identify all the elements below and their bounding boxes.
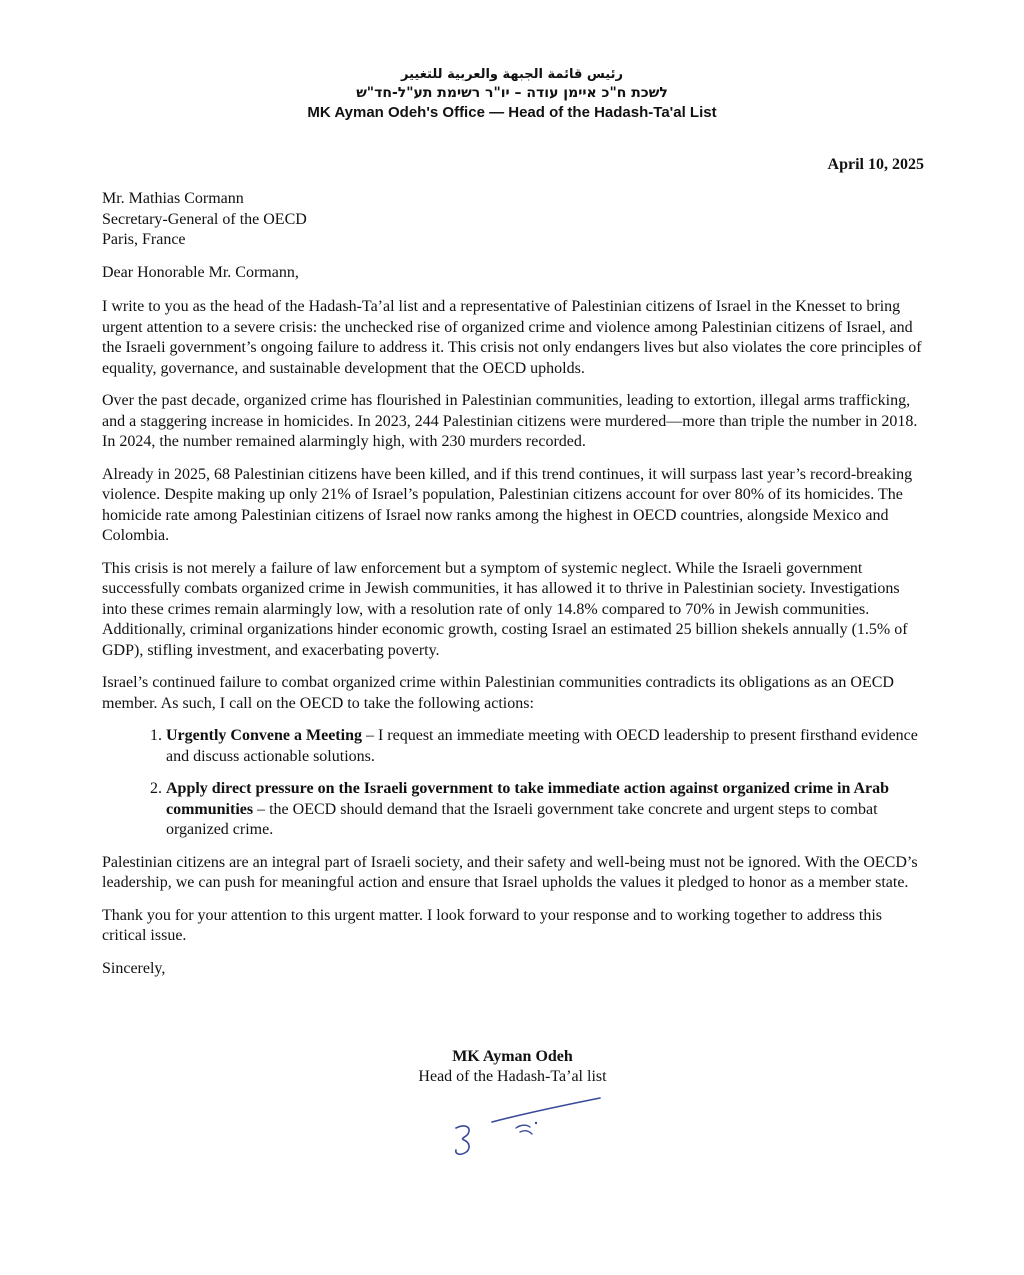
action-heading: Apply direct pressure on the Israeli government to take immediate action against organized crime in Arab communities xyxy=(166,780,890,818)
signature-stroke xyxy=(456,1126,469,1154)
recipient-address xyxy=(102,189,928,251)
action-text: – I request an immediate meeting with OECD leadership to present firsthand evidence and discuss actionable solutions. xyxy=(166,727,918,765)
signature-stroke xyxy=(516,1125,532,1134)
paragraph: This crisis is not merely a failure of law enforcement but a symptom of systemic neglect. While the Israeli government successfully combats organized crime in Jewish communities, it has allowed it to thrive in Palestinian society. Investigations into these crimes remain alarmingly low, with a resolution rate of only 14.8% compared to 70% in Jewish communities. Additionally, criminal organizations hinder economic growth, costing Israel an estimated 25 billion shekels annually (1.5% of GDP), stifling investment, and exacerbating poverty. xyxy=(102,559,908,659)
salutation: Dear Honorable Mr. Cormann, xyxy=(102,263,299,281)
recipient-title: Secretary-General of the OECD xyxy=(102,210,307,228)
letterhead-hebrew: לשכת ח"כ איימן עודה – יו"ר רשימת תע"ל-חד"ש xyxy=(356,85,668,101)
signatory-title: Head of the Hadash-Ta’al list xyxy=(418,1068,607,1085)
action-heading: Urgently Convene a Meeting xyxy=(166,727,362,744)
paragraph: Thank you for your attention to this urgent matter. I look forward to your response and to working together to address this critical issue. xyxy=(102,906,882,944)
action-list xyxy=(102,726,928,841)
paragraph: Over the past decade, organized crime has flourished in Palestinian communities, leading to extortion, illegal arms trafficking, and a staggering increase in homicides. In 2023, 244 Palestinian citizens were murdered—more than triple the number in 2018. In 2024, the number remained alarmingly high, with 230 murders recorded. xyxy=(102,392,918,450)
letterhead-arabic: رئيس قائمة الجبهة والعربية للتغيير xyxy=(401,67,623,82)
recipient-location: Paris, France xyxy=(102,231,186,248)
paragraph: I write to you as the head of the Hadash-Ta’al list and a representative of Palestinian citizens of Israel in the Knesset to bring urgent attention to a severe crisis: the unchecked rise of organized crime and violence among Palestinian citizens of Israel, and the Israeli government’s ongoing failure to address it. This crisis not only endangers lives but also violates the core principles of equality, governance, and sustainable development that the OECD upholds. xyxy=(102,298,922,377)
letterhead xyxy=(0,66,1024,123)
letter-date: April 10, 2025 xyxy=(827,156,924,173)
action-item xyxy=(166,726,928,767)
signatory-name: MK Ayman Odeh xyxy=(452,1048,573,1065)
letterhead-english: MK Ayman Odeh's Office — Head of the Hadash-Ta'al List xyxy=(307,104,717,121)
paragraph: Palestinian citizens are an integral part of Israeli society, and their safety and well-being must not be ignored. With the OECD’s leadership, we can push for meaningful action and ensure that Israel upholds the values it pledged to honor as a member state. xyxy=(102,853,918,891)
signature-block xyxy=(340,1047,685,1087)
action-item xyxy=(166,779,928,841)
handwritten-signature xyxy=(440,1090,620,1170)
recipient-name: Mr. Mathias Cormann xyxy=(102,190,244,207)
paragraph: Israel’s continued failure to combat organized crime within Palestinian communities contradicts its obligations as an OECD member. As such, I call on the OECD to take the following actions: xyxy=(102,674,894,712)
paragraph: Already in 2025, 68 Palestinian citizens have been killed, and if this trend continues, it will surpass last year’s record-breaking violence. Despite making up only 21% of Israel’s population, Palestinian citizens account for over 80% of its homicides. The homicide rate among Palestinian citizens of Israel now ranks among the highest in OECD countries, alongside Mexico and Colombia. xyxy=(102,465,913,544)
action-text: – the OECD should demand that the Israeli government take concrete and urgent steps to combat organized crime. xyxy=(166,800,878,838)
signature-stroke xyxy=(492,1098,600,1122)
letter-body xyxy=(102,189,928,991)
signature-dot xyxy=(535,1122,537,1124)
signoff: Sincerely, xyxy=(102,959,166,977)
